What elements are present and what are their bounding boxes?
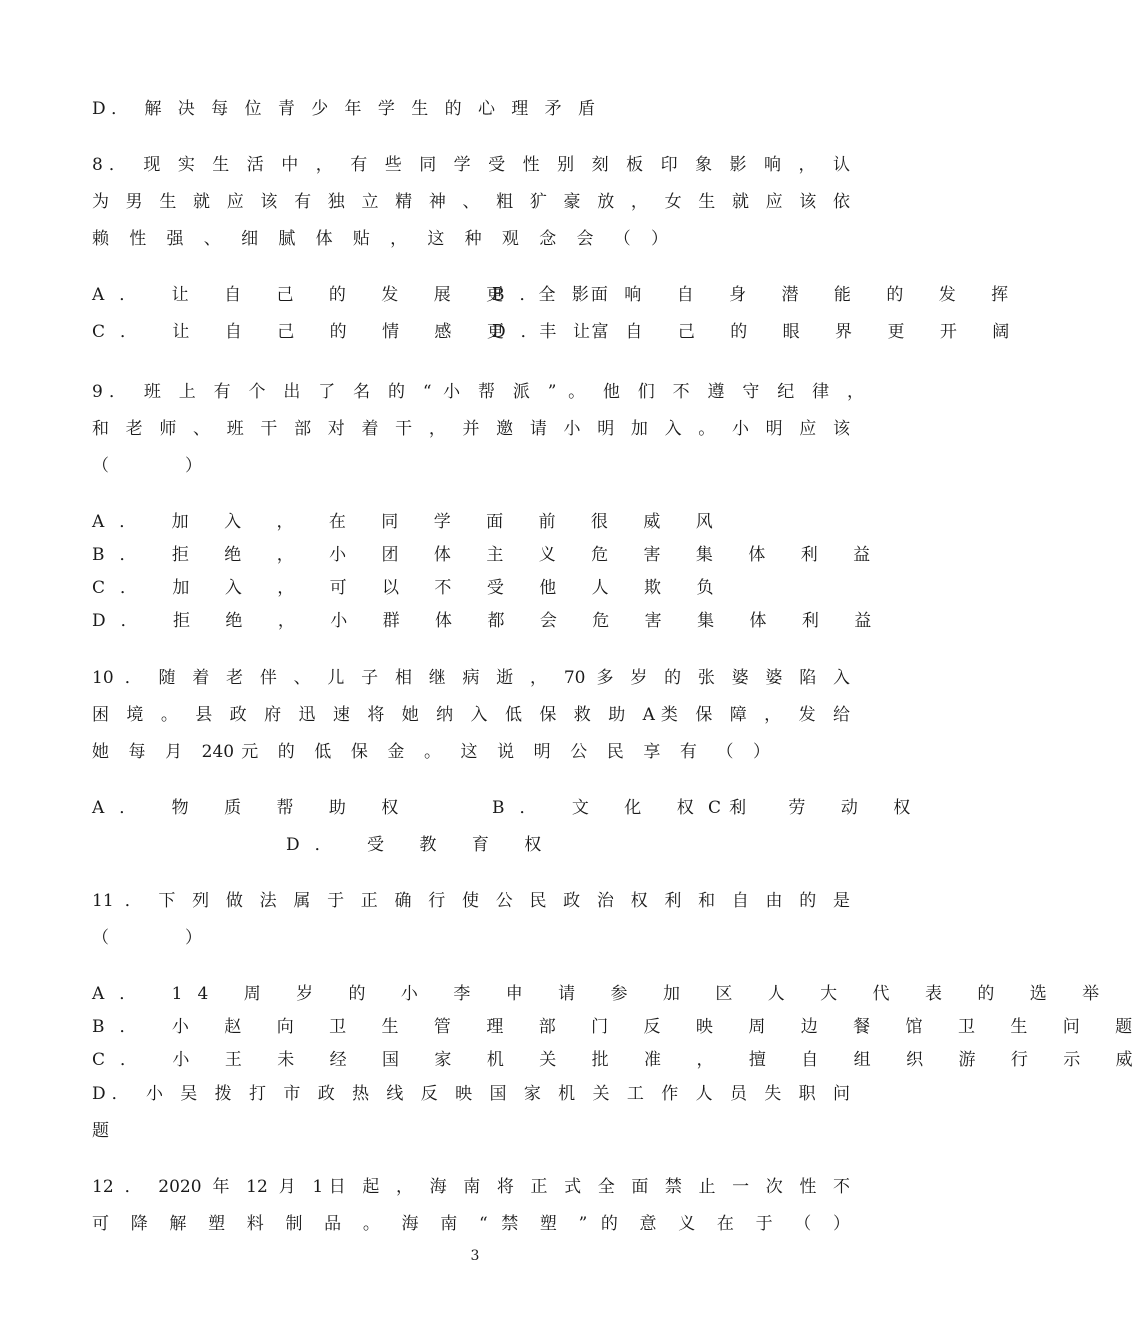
q10-stem-line-1: 10 ． 随 着 老 伴 、 儿 子 相 继 病 逝 ， 70 多 岁 的 张 婆 婆 陷 入 — [92, 668, 850, 688]
q8-option-b: B． 影 响 自 身 潜 能 的 发 挥 — [492, 285, 1024, 305]
q8-option-a: A． 让 自 己 的 发 展 更 全 面 — [92, 285, 623, 305]
q8-stem-line-3: 赖 性 强 、 细 腻 体 贴 ， 这 种 观 念 会 （ ） — [92, 229, 668, 249]
q10-stem-line-3: 她 每 月 240元 的 低 保 金 。 这 说 明 公 民 享 有 （ ） — [92, 742, 770, 762]
q7-option-d: D． 解 决 每 位 青 少 年 学 生 的 心 理 矛 盾 — [92, 99, 595, 119]
q8-stem-line-2: 为 男 生 就 应 该 有 独 立 精 神 、 粗 犷 豪 放 ， 女 生 就 应 该 依 — [92, 192, 850, 212]
q9-stem-line-2: 和 老 师 、 班 干 部 对 着 干 ， 并 邀 请 小 明 加 入 。 小 明 应 该 — [92, 419, 850, 439]
q8-option-c: C． 让 自 己 的 情 感 更 丰 富 — [92, 322, 624, 342]
q10-option-c: C． 劳 动 权 — [708, 798, 926, 818]
q11-option-d: D． 小 吴 拨 打 市 政 热 线 反 映 国 家 机 关 工 作 人 员 失 职 问 — [92, 1084, 850, 1104]
q9-option-d: D． 拒 绝 ， 小 群 体 都 会 危 害 集 体 利 益 — [92, 611, 887, 631]
q10-option-d: D． 受 教 育 权 — [286, 835, 557, 855]
q10-option-a: A． 物 质 帮 助 权 — [92, 798, 414, 818]
q11-option-a: A． 14 周 岁 的 小 李 申 请 参 加 区 人 大 代 表 的 选 举 — [92, 984, 1115, 1004]
q11-option-b: B． 小 赵 向 卫 生 管 理 部 门 反 映 周 边 餐 馆 卫 生 问 题 — [92, 1017, 1148, 1037]
q12-stem-line-1: 12 ． 2020 年 12 月 1日 起 ， 海 南 将 正 式 全 面 禁 止 一 次 性 不 — [92, 1177, 850, 1197]
page-number: 3 — [470, 1248, 480, 1264]
q11-option-d-continued: 题 — [92, 1121, 109, 1141]
q10-stem-line-2: 困 境 。 县 政 府 迅 速 将 她 纳 入 低 保 救 助 A类 保 障 ， 发 给 — [92, 705, 850, 725]
q11-option-c: C． 小 王 未 经 国 家 机 关 批 准 ， 擅 自 组 织 游 行 示 威 — [92, 1050, 1148, 1070]
q8-option-d: D． 让 自 己 的 眼 界 更 开 阔 — [492, 322, 1025, 342]
q8-stem-line-1: 8． 现 实 生 活 中 ， 有 些 同 学 受 性 别 刻 板 印 象 影 响 ， 认 — [92, 155, 850, 175]
q9-option-b: B． 拒 绝 ， 小 团 体 主 义 危 害 集 体 利 益 — [92, 545, 886, 565]
q11-stem-line-2: （ ） — [92, 928, 202, 948]
q9-option-c: C． 加 入 ， 可 以 不 受 他 人 欺 负 — [92, 578, 729, 598]
q10-option-b: B． 文 化 权 利 — [492, 798, 762, 818]
q9-option-a: A． 加 入 ， 在 同 学 面 前 很 威 风 — [92, 512, 728, 532]
q9-stem-line-3: （ ） — [92, 456, 202, 476]
q9-stem-line-1: 9． 班 上 有 个 出 了 名 的 “ 小 帮 派 ” 。 他 们 不 遵 守 纪 律 ， — [92, 382, 864, 402]
q12-stem-line-2: 可 降 解 塑 料 制 品 。 海 南 “ 禁 塑 ” 的 意 义 在 于 （ ） — [92, 1214, 850, 1234]
q11-stem-line-1: 11 ． 下 列 做 法 属 于 正 确 行 使 公 民 政 治 权 利 和 自 由 的 是 — [92, 891, 850, 911]
